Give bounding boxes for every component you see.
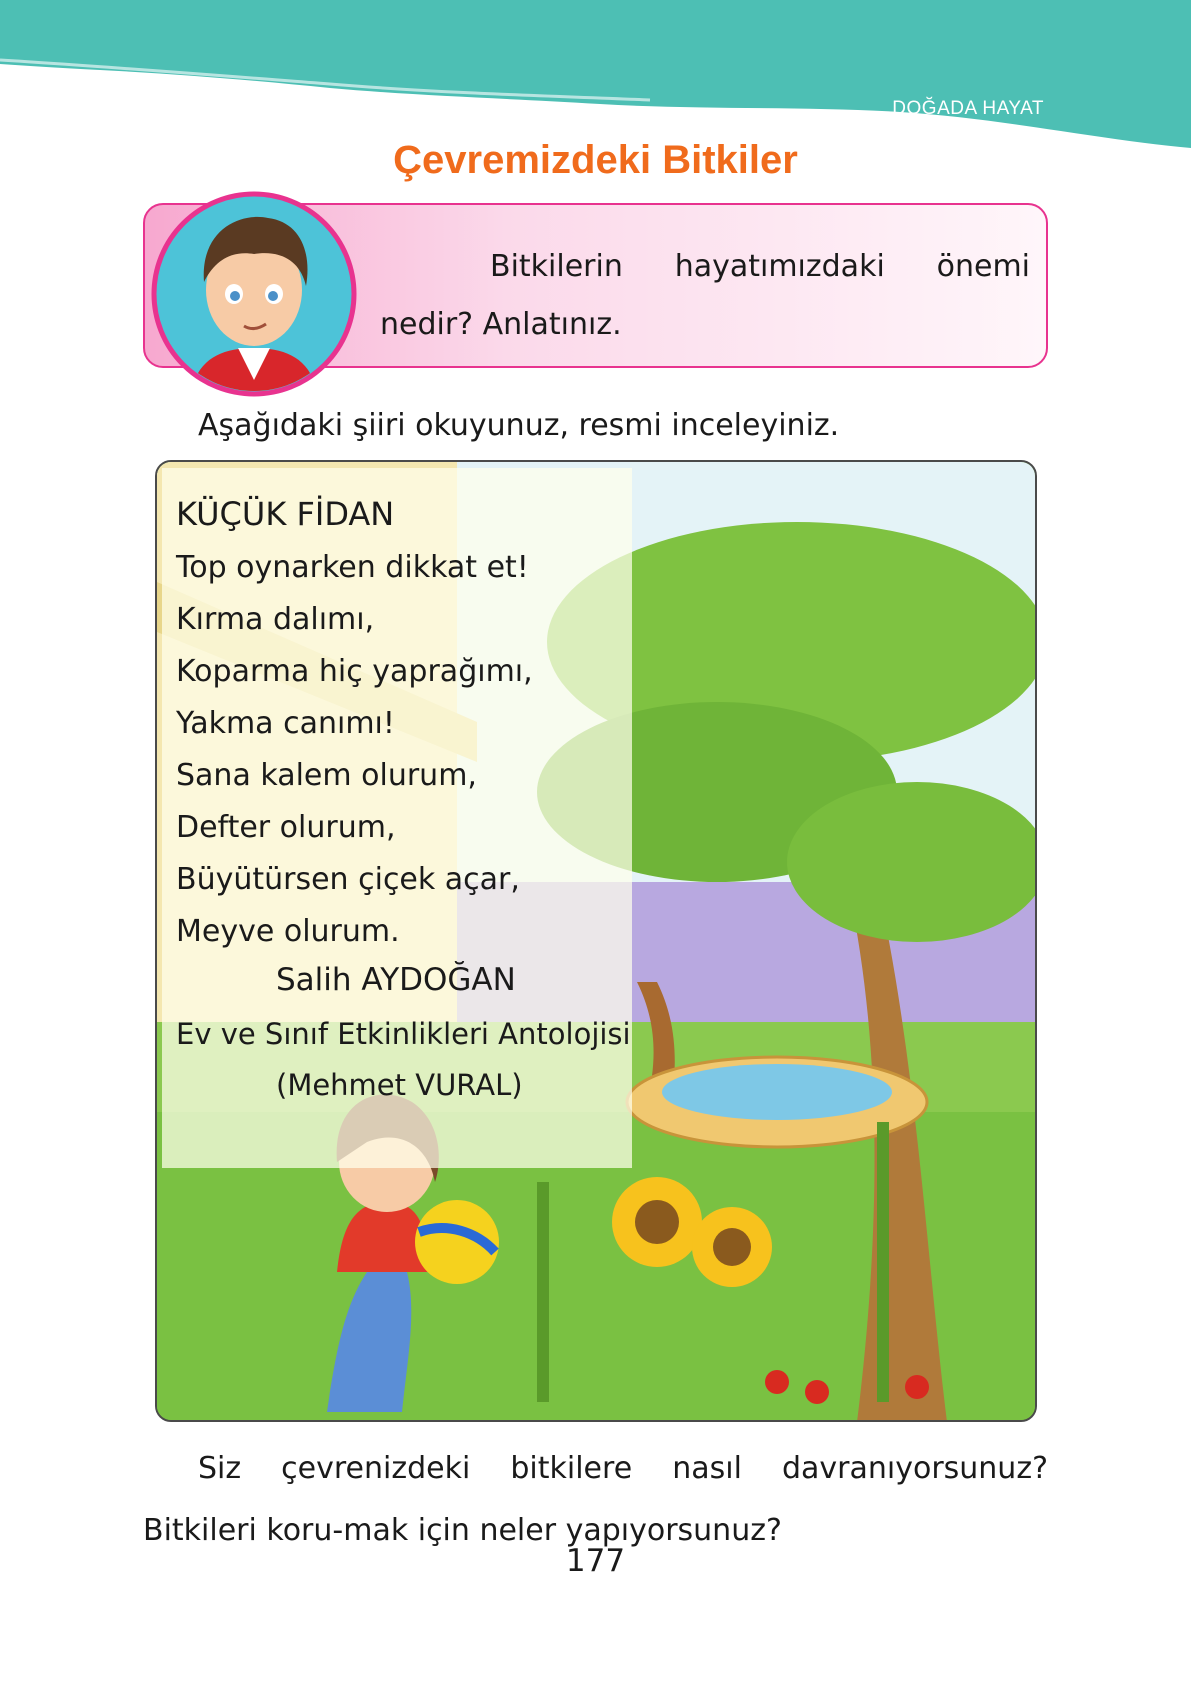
boy-avatar-icon xyxy=(150,190,358,398)
poem-line: Kırma dalımı, xyxy=(176,602,375,637)
header-band xyxy=(0,0,1191,150)
poem-line: Sana kalem olurum, xyxy=(176,758,477,793)
page-number: 177 xyxy=(565,1543,626,1579)
poem-editor: (Mehmet VURAL) xyxy=(276,1068,523,1102)
section-label: DOĞADA HAYAT xyxy=(892,98,1044,119)
bottom-question: Siz çevrenizdeki bitkilere nasıl davranıyorsunuz? Bitkileri koru-mak için neler yapıyorsunuz? xyxy=(143,1451,1048,1548)
poem-author: Salih AYDOĞAN xyxy=(276,962,516,998)
question-text: Bitkilerin hayatımızdaki önemi nedir? Anlatınız. xyxy=(380,249,1030,342)
poem-line: Büyütürsen çiçek açar, xyxy=(176,862,520,897)
poem-line: Yakma canımı! xyxy=(176,706,395,741)
poem-source: Ev ve Sınıf Etkinlikleri Antolojisi xyxy=(176,1017,631,1051)
instruction-text: Aşağıdaki şiiri okuyunuz, resmi inceleyiniz. xyxy=(198,408,840,443)
poem-line: Koparma hiç yaprağımı, xyxy=(176,654,533,689)
page-title: Çevremizdeki Bitkiler xyxy=(393,138,798,182)
poem-line: Defter olurum, xyxy=(176,810,396,845)
poem-title: KÜÇÜK FİDAN xyxy=(176,495,395,533)
poem-line: Meyve olurum. xyxy=(176,914,400,949)
poem-line: Top oynarken dikkat et! xyxy=(176,550,529,585)
